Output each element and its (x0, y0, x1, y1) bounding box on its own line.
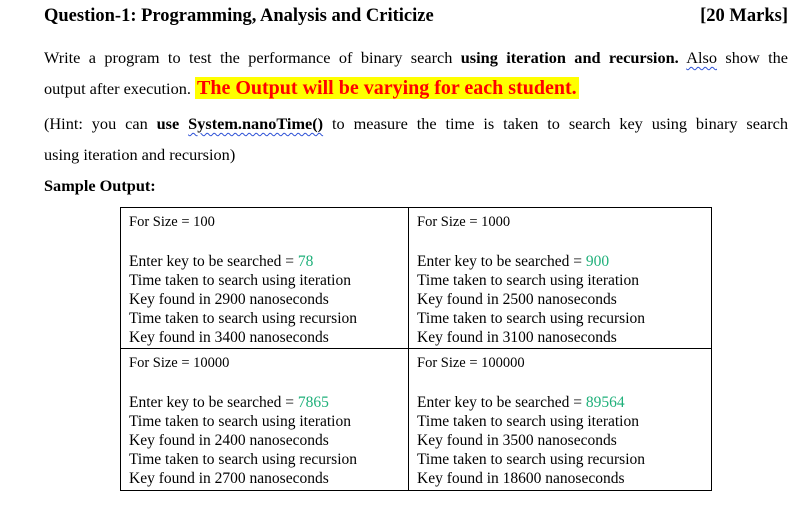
question-title: Question-1: Programming, Analysis and Criticize (44, 6, 434, 26)
recursion-time: Key found in 3100 nanoseconds (417, 329, 617, 346)
hint-method: System.nanoTime() (188, 114, 324, 133)
recursion-time: Key found in 2700 nanoseconds (129, 470, 329, 487)
sample-output-label: Sample Output: (44, 176, 156, 195)
key-value: 900 (585, 253, 610, 270)
instruction-text: Write a program to test the performance of binary search (44, 48, 461, 67)
key-value: 89564 (585, 394, 625, 411)
iteration-label: Time taken to search using iteration (417, 272, 639, 289)
sample-output-table (120, 207, 712, 491)
instruction-line-1 (44, 42, 788, 73)
iteration-time: Key found in 2500 nanoseconds (417, 291, 617, 308)
key-label: Enter key to be searched = (129, 253, 298, 270)
key-line (129, 252, 400, 271)
recursion-label: Time taken to search using recursion (129, 451, 358, 468)
instruction-text-end: show the (716, 48, 789, 67)
hint-space (179, 114, 188, 133)
iteration-label: Time taken to search using iteration (129, 413, 351, 430)
iteration-time: Key found in 3500 nanoseconds (417, 432, 617, 449)
output-cell (409, 208, 711, 349)
output-cell (121, 208, 409, 349)
iteration-time: Key found in 2400 nanoseconds (129, 432, 329, 449)
iteration-label: Time taken to search using iteration (417, 413, 639, 430)
question-marks: [20 Marks] (700, 6, 788, 26)
instruction-output-text: output after execution. (44, 79, 195, 98)
key-value: 7865 (297, 394, 329, 411)
recursion-label: Time taken to search using recursion (417, 451, 646, 468)
key-line (417, 252, 703, 271)
instruction-line-2 (44, 73, 788, 104)
size-label: For Size = 100 (129, 214, 215, 230)
hint-line-2 (44, 139, 788, 170)
hint-text: (Hint: you can (44, 114, 157, 133)
instruction-emphasis: using iteration and recursion. (460, 48, 679, 67)
hint-text-end: to measure the time is taken to search key using binary search (323, 114, 788, 133)
size-label: For Size = 100000 (417, 355, 525, 371)
hint-continuation: using iteration and recursion) (44, 145, 236, 164)
hint-use: use (156, 114, 180, 133)
recursion-label: Time taken to search using recursion (129, 310, 358, 327)
key-label: Enter key to be searched = (417, 253, 586, 270)
key-line (417, 393, 703, 412)
key-label: Enter key to be searched = (417, 394, 586, 411)
hint-line-1 (44, 108, 788, 139)
recursion-label: Time taken to search using recursion (417, 310, 646, 327)
question-header (44, 6, 788, 32)
iteration-label: Time taken to search using iteration (129, 272, 351, 289)
instruction-also: Also (686, 48, 717, 67)
highlighted-notice: The Output will be varying for each student. (197, 77, 577, 99)
recursion-time: Key found in 3400 nanoseconds (129, 329, 329, 346)
output-cell (409, 349, 711, 490)
recursion-time: Key found in 18600 nanoseconds (417, 470, 625, 487)
key-line (129, 393, 400, 412)
size-label: For Size = 10000 (129, 355, 230, 371)
key-value: 78 (297, 253, 314, 270)
output-cell (121, 349, 409, 490)
iteration-time: Key found in 2900 nanoseconds (129, 291, 329, 308)
key-label: Enter key to be searched = (129, 394, 298, 411)
size-label: For Size = 1000 (417, 214, 511, 230)
